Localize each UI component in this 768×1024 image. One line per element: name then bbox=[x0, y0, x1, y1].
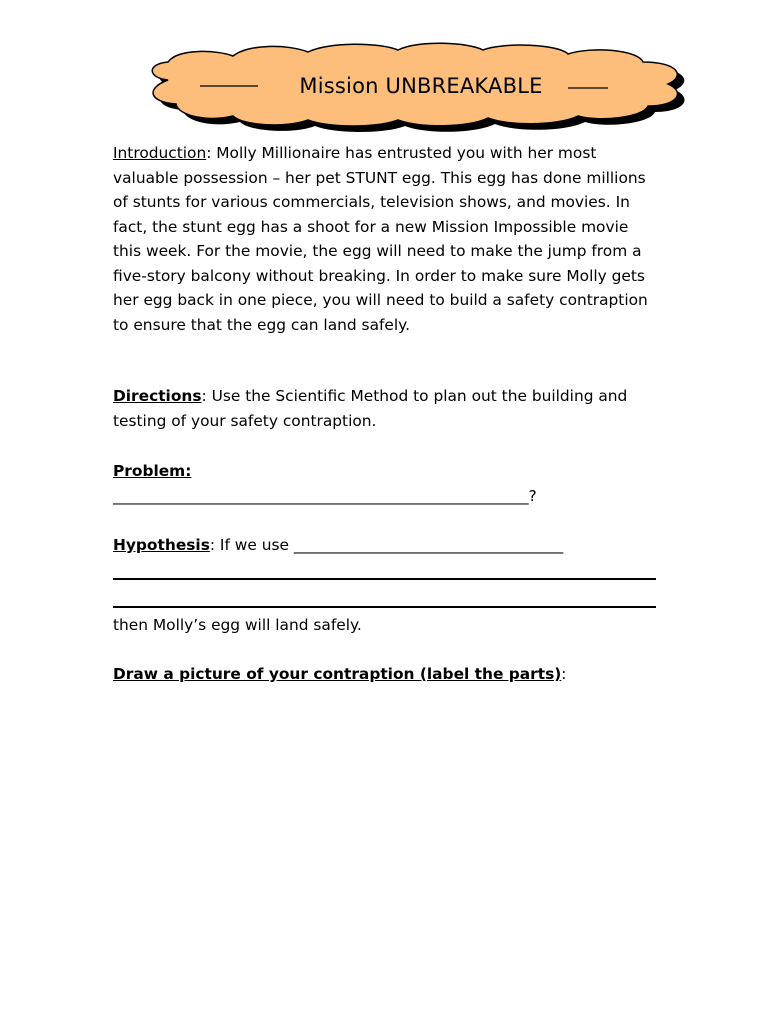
hypothesis-line bbox=[113, 533, 658, 558]
page-title: Mission UNBREAKABLE bbox=[299, 74, 543, 98]
drawing-instructions: Draw a picture of your contraption (label the parts): bbox=[113, 665, 567, 683]
problem-label: Problem: bbox=[113, 462, 192, 480]
problem-answer-line[interactable]: ______________________________________________________? bbox=[113, 487, 537, 505]
introduction-label: Introduction bbox=[113, 144, 207, 162]
hypothesis-answer-line-1[interactable] bbox=[113, 578, 656, 580]
hypothesis-answer-line-2[interactable] bbox=[113, 606, 656, 608]
drawing-label: Draw a picture of your contraption (label the parts) bbox=[113, 665, 562, 683]
introduction-paragraph bbox=[113, 141, 658, 337]
title-cloud bbox=[138, 40, 698, 135]
introduction-text: : Molly Millionaire has entrusted you with her most valuable possession – her pet STUNT egg. This egg has done millions of stunts for various commercials, television shows, and movies. In fact, the stunt egg has a shoot for a new Mission Impossible movie this week. For the movie, the egg will need to make the jump from a five-story balcony without breaking. In order to make sure Molly gets her egg back in one piece, you will need to build a safety contraption to ensure that the egg can land safely. bbox=[113, 144, 648, 334]
directions-label: Directions bbox=[113, 387, 202, 405]
hypothesis-text[interactable]: : If we use ___________________________________ bbox=[209, 536, 564, 554]
directions-paragraph bbox=[113, 384, 658, 433]
directions-text: : Use the Scientific Method to plan out the building and testing of your safety contraption. bbox=[113, 387, 628, 430]
hypothesis-conclusion: then Molly’s egg will land safely. bbox=[113, 616, 362, 634]
hypothesis-label: Hypothesis bbox=[113, 536, 210, 554]
